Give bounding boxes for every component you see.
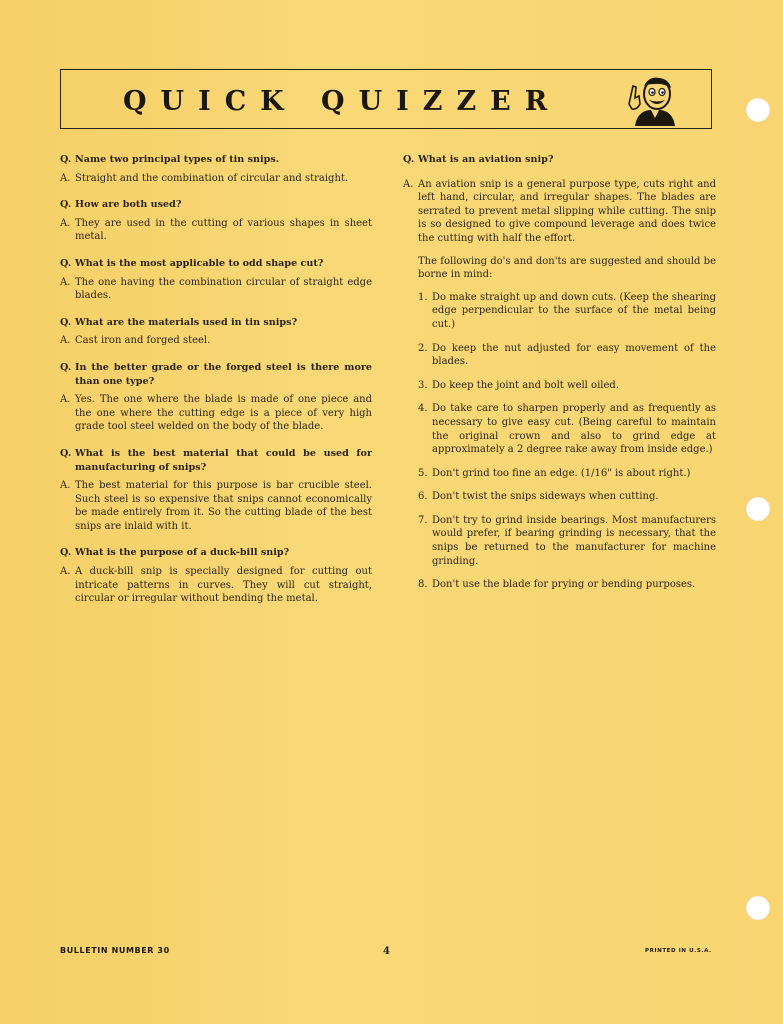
a-prefix: A.	[60, 394, 71, 406]
list-number: 5.	[418, 467, 428, 479]
left-column	[60, 153, 372, 619]
list-number: 3.	[418, 379, 428, 391]
page-number: 4	[383, 946, 390, 957]
answer-text: Yes. The one where the blade is made of one piece and the one where the cutting edge is a piece of very high grade tool steel welded on the body of the blade.	[75, 394, 372, 433]
qa-item	[60, 316, 372, 348]
right-column	[403, 153, 716, 602]
list-item	[418, 578, 716, 592]
qa-item	[60, 198, 372, 244]
question-text: In the better grade or the forged steel is there more than one type?	[75, 361, 372, 387]
binder-hole	[746, 98, 770, 122]
mascot-icon	[627, 74, 677, 126]
bulletin-number: BULLETIN NUMBER 30	[60, 946, 170, 955]
q-prefix: Q.	[60, 361, 72, 373]
list-text: Do take care to sharpen properly and as frequently as necessary to give easy cut. (Being careful to maintain the original crown and also to grind edge at approximately a 2 degree rake away from inside edge.)	[432, 403, 716, 456]
qa-item	[60, 546, 372, 605]
title-box	[60, 69, 712, 129]
list-item	[418, 379, 716, 393]
answer-text: A duck-bill snip is specially designed for cutting out intricate patterns in curves. They will cut straight, circular or irregular without bending the metal.	[75, 566, 372, 605]
list-text: Do keep the nut adjusted for easy movement of the blades.	[432, 342, 716, 368]
q-prefix: Q.	[60, 547, 72, 559]
question-text: What is the most applicable to odd shape cut?	[75, 257, 324, 269]
q-prefix: Q.	[60, 199, 72, 211]
q-prefix: Q.	[60, 257, 72, 269]
question-text: What is the best material that could be used for manufacturing of snips?	[75, 447, 372, 473]
a-prefix: A.	[60, 480, 71, 492]
list-text: Don't grind too fine an edge. (1/16" is about right.)	[432, 467, 691, 479]
list-number: 7.	[418, 514, 428, 526]
qa-item	[60, 447, 372, 534]
list-item	[418, 467, 716, 481]
q-prefix: Q.	[60, 316, 72, 328]
list-text: Do make straight up and down cuts. (Keep the shearing edge perpendicular to the surface of the metal being cut.)	[432, 291, 716, 330]
q-prefix: Q.	[60, 154, 72, 165]
list-number: 6.	[418, 491, 428, 503]
question-text: Name two principal types of tin snips.	[75, 154, 280, 165]
printed-in-label: PRINTED IN U.S.A.	[645, 948, 712, 954]
answer-text: Straight and the combination of circular and straight.	[75, 172, 349, 184]
question-text: What is the purpose of a duck-bill snip?	[75, 547, 290, 559]
question-text: What is an aviation snip?	[418, 154, 554, 165]
list-number: 4.	[418, 403, 428, 415]
list-number: 8.	[418, 579, 428, 591]
qa-item	[60, 257, 372, 303]
answer-text: They are used in the cutting of various shapes in sheet metal.	[75, 217, 372, 243]
binder-hole	[746, 896, 770, 920]
a-prefix: A.	[60, 172, 71, 184]
binder-hole	[746, 497, 770, 521]
q-prefix: Q.	[403, 154, 415, 165]
list-item	[418, 291, 716, 332]
answer-text: The one having the combination circular of straight edge blades.	[75, 276, 372, 302]
list-item	[418, 490, 716, 504]
a-prefix: A.	[60, 566, 71, 578]
question-text: What are the materials used in tin snips?	[75, 316, 298, 328]
a-prefix: A.	[60, 276, 71, 288]
list-item	[418, 342, 716, 369]
list-number: 2.	[418, 342, 428, 354]
q-prefix: Q.	[60, 447, 72, 459]
qa-item	[60, 361, 372, 434]
a-prefix: A.	[60, 217, 71, 229]
a-prefix: A.	[60, 335, 71, 347]
answer-text: Cast iron and forged steel.	[75, 335, 211, 347]
qa-item	[60, 153, 372, 185]
intro-paragraph: The following do's and don'ts are suggested and should be borne in mind:	[418, 255, 716, 281]
a-prefix: A.	[403, 178, 414, 190]
list-item	[418, 514, 716, 568]
list-text: Do keep the joint and bolt well oiled.	[432, 379, 619, 391]
answer-text: An aviation snip is a general purpose type, cuts right and left hand, circular, and irregular shapes. The blades are serrated to prevent metal slipping while cutting. The snip is so designed to give compound leverage and does twice the cutting with half the effort.	[418, 178, 716, 244]
list-text: Don't try to grind inside bearings. Most manufacturers would prefer, if bearing grinding is necessary, that the snips be returned to the manufacturer for machine grinding.	[432, 514, 716, 567]
page-title: QUICK QUIZZER	[123, 86, 562, 117]
question-text: How are both used?	[75, 199, 182, 211]
list-text: Don't use the blade for prying or bending purposes.	[432, 579, 696, 591]
list-number: 1.	[418, 291, 428, 303]
list-item	[418, 402, 716, 456]
list-text: Don't twist the snips sideways when cutting.	[432, 491, 659, 503]
answer-text: The best material for this purpose is bar crucible steel. Such steel is so expensive that snips cannot economically be made entirely from it. So the cutting blade of the best snips are inlaid with it.	[75, 480, 372, 532]
